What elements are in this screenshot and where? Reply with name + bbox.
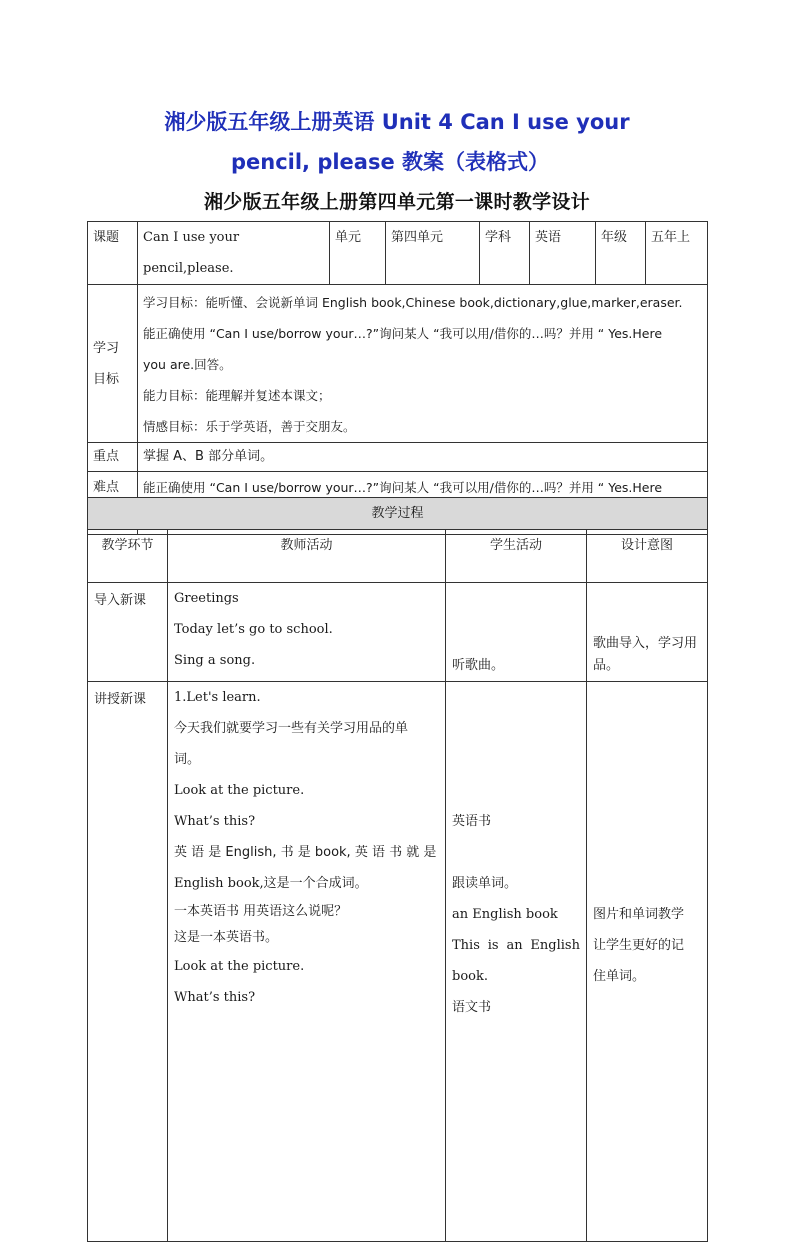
intro-row	[88, 583, 708, 682]
intro-intent: 歌曲导入，学习用 品。	[587, 583, 708, 682]
difficulty-line: 能正确使用 “Can I use/borrow your…?”询问某人 “我可以用/借你的…吗？并用 “ Yes.Here	[143, 480, 663, 495]
subject-value: 英语	[530, 222, 596, 285]
objectives-content	[138, 285, 708, 443]
teacher-line: What’s this?	[174, 814, 256, 829]
teacher-line: 这是一本英语书。	[174, 930, 279, 945]
teach-intent	[587, 682, 708, 1242]
lesson-info-table	[87, 221, 708, 535]
intro-student: 听歌曲。	[446, 583, 587, 682]
intent-line: 图片和单词教学	[593, 907, 685, 922]
key-point-label: 重点	[88, 443, 138, 472]
teaching-process-table	[87, 497, 708, 1242]
header-teacher: 教师活动	[168, 530, 446, 583]
intent-line: 住单词。	[593, 969, 646, 984]
intro-stage: 导入新课	[88, 583, 168, 682]
document-title-line2: pencil, please 教案（表格式）	[230, 150, 550, 174]
objectives-label: 学习 目标	[88, 285, 138, 443]
teacher-line: Sing a song.	[174, 653, 256, 668]
teacher-line: Look at the picture.	[174, 959, 305, 974]
teacher-line: 英 语 是 English, 书 是 book, 英 语 书 就 是	[174, 845, 437, 860]
student-line: 英语书	[452, 814, 492, 829]
header-stage: 教学环节	[88, 530, 168, 583]
student-line: book.	[452, 969, 488, 984]
intent-line: 让学生更好的记	[593, 938, 685, 953]
subject-label: 学科	[480, 222, 530, 285]
grade-value: 五年上	[646, 222, 708, 285]
objective-line: 能正确使用 “Can I use/borrow your…?”询问某人 “我可以用/借你的…吗？并用 “ Yes.Here	[143, 326, 663, 341]
process-banner-row	[88, 498, 708, 530]
teacher-line: 今天我们就要学习一些有关学习用品的单	[174, 721, 409, 736]
difficulty-label: 难点	[88, 472, 138, 535]
teach-teacher	[168, 682, 446, 1242]
grade-label: 年级	[596, 222, 646, 285]
objectives-row	[88, 285, 708, 443]
process-banner: 教学过程	[88, 498, 708, 530]
teacher-line: 1.Let's learn.	[174, 690, 261, 705]
teach-stage: 讲授新课	[88, 682, 168, 1242]
teacher-line: Look at the picture.	[174, 783, 305, 798]
key-point-row	[88, 443, 708, 472]
topic-value: Can I use your pencil,please.	[138, 222, 330, 285]
objective-line: 情感目标：乐于学英语，善于交朋友。	[143, 419, 356, 434]
teacher-line: 一本英语书 用英语这么说呢？	[174, 904, 348, 919]
objective-line: you are.回答。	[143, 357, 232, 372]
student-line: an English book	[452, 907, 558, 922]
teach-student	[446, 682, 587, 1242]
header-intent: 设计意图	[587, 530, 708, 583]
intro-teacher	[168, 583, 446, 682]
document-title-line1: 湘少版五年级上册英语 Unit 4 Can I use your	[164, 110, 630, 134]
teacher-line: English book,这是一个合成词。	[174, 876, 368, 891]
teacher-line: 词。	[174, 752, 201, 767]
header-student: 学生活动	[446, 530, 587, 583]
document-subtitle: 湘少版五年级上册第四单元第一课时教学设计	[203, 191, 590, 213]
unit-label: 单元	[330, 222, 386, 285]
key-point-value: 掌握 A、B 部分单词。	[138, 443, 708, 472]
process-header-row	[88, 530, 708, 583]
student-line: This is an English	[452, 938, 580, 953]
objective-line: 能力目标：能理解并复述本课文；	[143, 388, 331, 403]
topic-label: 课题	[88, 222, 138, 285]
teacher-line: What’s this?	[174, 990, 256, 1005]
student-line: 跟读单词。	[452, 876, 518, 891]
student-line: 语文书	[452, 1000, 492, 1015]
objective-line: 学习目标：能听懂、会说新单词 English book,Chinese book,dictionary,glue,marker,eraser.	[143, 295, 683, 310]
teacher-line: Today let’s go to school.	[174, 622, 333, 637]
teach-row	[88, 682, 708, 1242]
unit-value: 第四单元	[386, 222, 480, 285]
info-row	[88, 222, 708, 285]
teacher-line: Greetings	[174, 591, 239, 606]
